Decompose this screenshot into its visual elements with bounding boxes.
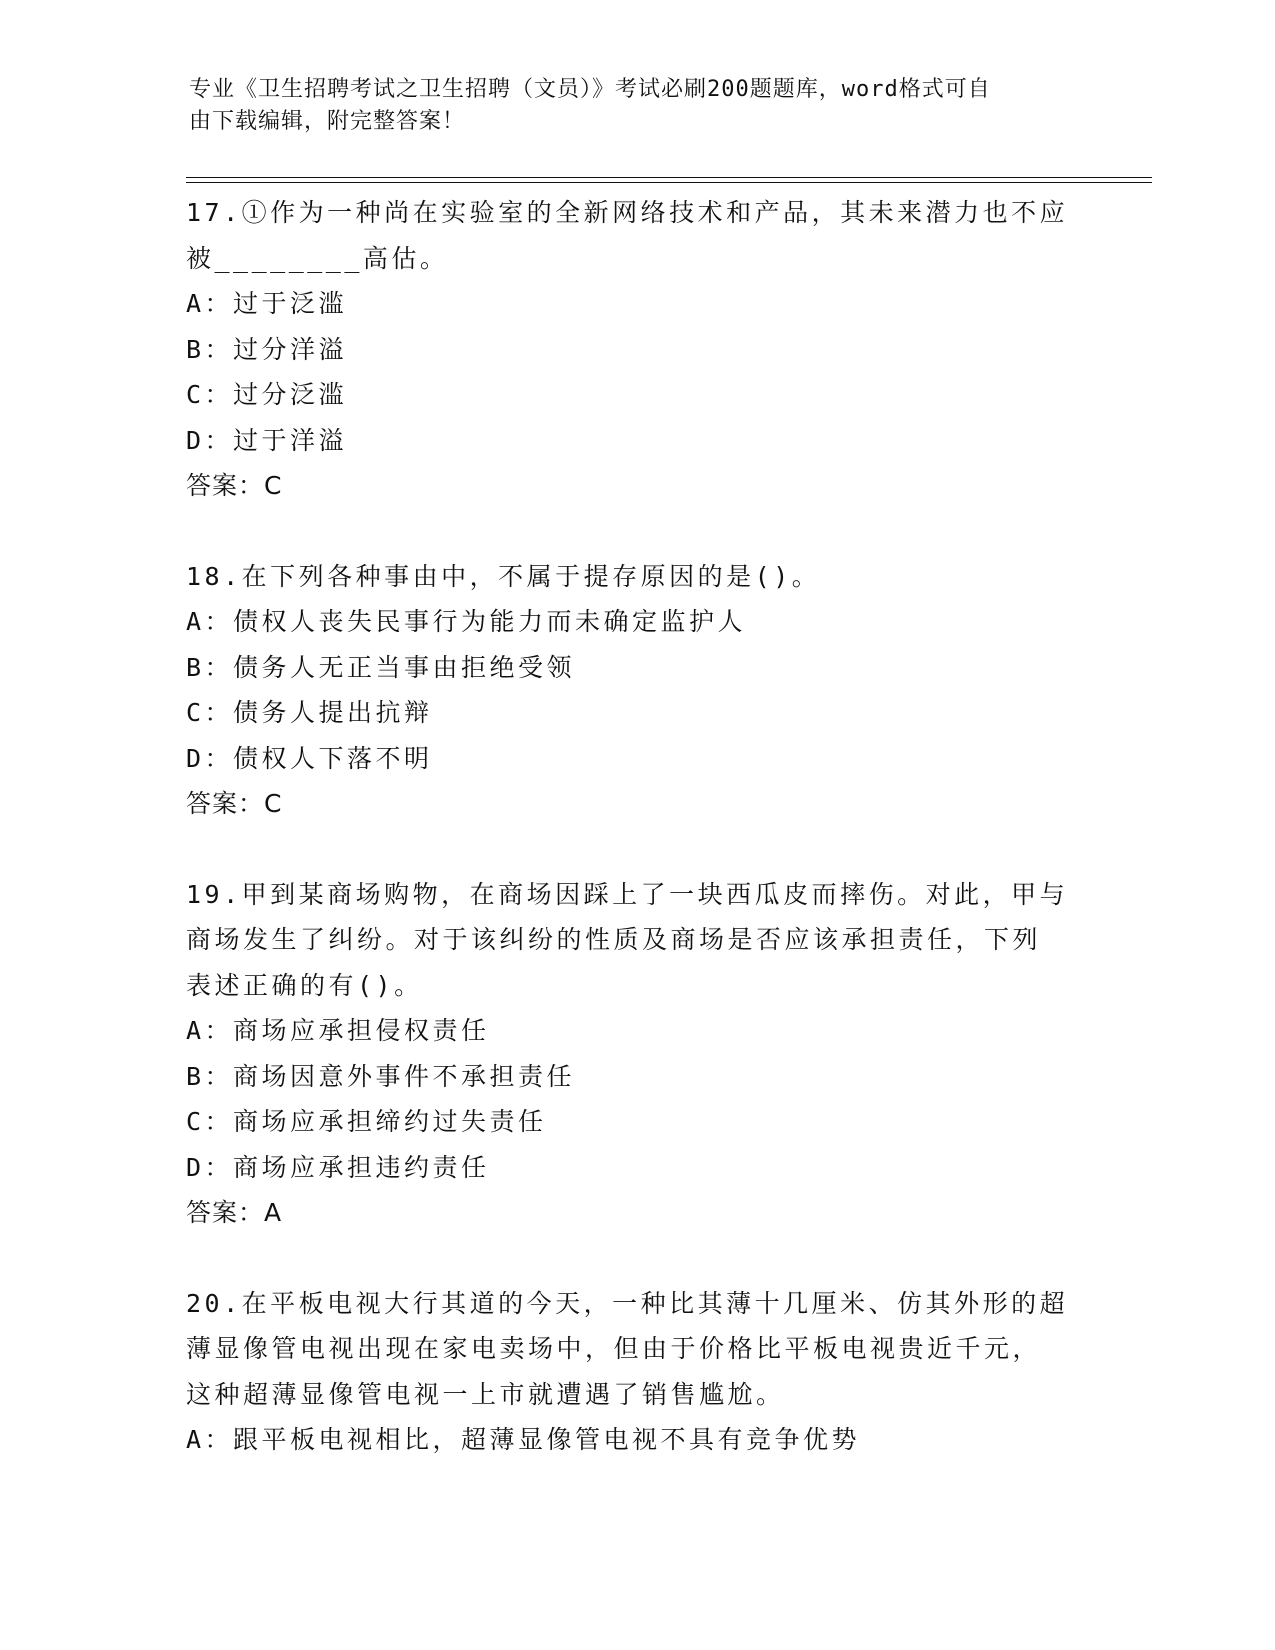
option-a: A：跟平板电视相比，超薄显像管电视不具有竞争优势: [186, 1425, 861, 1454]
question-17: [186, 190, 1166, 509]
option-c: C：商场应承担缔约过失责任: [186, 1107, 547, 1136]
question-19: [186, 872, 1166, 1236]
question-stem-line: 20.在平板电视大行其道的今天，一种比其薄十几厘米、仿其外形的超: [186, 1288, 1069, 1318]
header-line-2: 由下载编辑，附完整答案！: [189, 109, 466, 134]
header-line-1: 专业《卫生招聘考试之卫生招聘（文员）》考试必刷200题题库，word格式可自: [189, 77, 991, 102]
question-stem-line: 18.在下列各种事由中，不属于提存原因的是()。: [186, 561, 821, 591]
option-c: C：债务人提出抗辩: [186, 698, 433, 727]
question-stem: [186, 554, 1166, 600]
question-stem: [186, 1281, 1166, 1418]
option-d: D：债权人下落不明: [186, 743, 433, 773]
question-list: [186, 190, 1166, 1508]
option-d: D：商场应承担违约责任: [186, 1152, 490, 1182]
question-stem-line: 表述正确的有()。: [186, 970, 423, 1000]
answer: 答案：C: [186, 471, 283, 500]
document-header: [189, 74, 1089, 138]
answer: 答案：C: [186, 789, 283, 818]
question-stem-line: 这种超薄显像管电视一上市就遭遇了销售尴尬。: [186, 1379, 785, 1409]
option-a: A：过于泛滥: [186, 289, 348, 318]
question-stem-line: 17.①作为一种尚在实验室的全新网络技术和产品，其未来潜力也不应: [186, 198, 1069, 227]
question-stem-line: 被________高估。: [186, 243, 449, 273]
question-stem: [186, 872, 1166, 1009]
question-stem-line: 商场发生了纠纷。对于该纠纷的性质及商场是否应该承担责任，下列: [186, 925, 1042, 954]
question-stem-line: 19.甲到某商场购物，在商场因踩上了一块西瓜皮而摔伤。对此，甲与: [186, 879, 1069, 909]
option-a: A：债权人丧失民事行为能力而未确定监护人: [186, 607, 747, 636]
option-c: C：过分泛滥: [186, 380, 348, 409]
header-divider: [186, 177, 1152, 183]
option-b: B：过分洋溢: [186, 334, 348, 364]
option-b: B：债务人无正当事由拒绝受领: [186, 652, 576, 682]
option-b: B：商场因意外事件不承担责任: [186, 1061, 576, 1091]
question-stem: [186, 190, 1166, 281]
question-20: [186, 1281, 1166, 1463]
question-18: [186, 554, 1166, 827]
option-a: A：商场应承担侵权责任: [186, 1016, 490, 1045]
question-stem-line: 薄显像管电视出现在家电卖场中，但由于价格比平板电视贵近千元，: [186, 1334, 1042, 1363]
answer: 答案：A: [186, 1198, 283, 1227]
option-d: D：过于洋溢: [186, 425, 348, 455]
